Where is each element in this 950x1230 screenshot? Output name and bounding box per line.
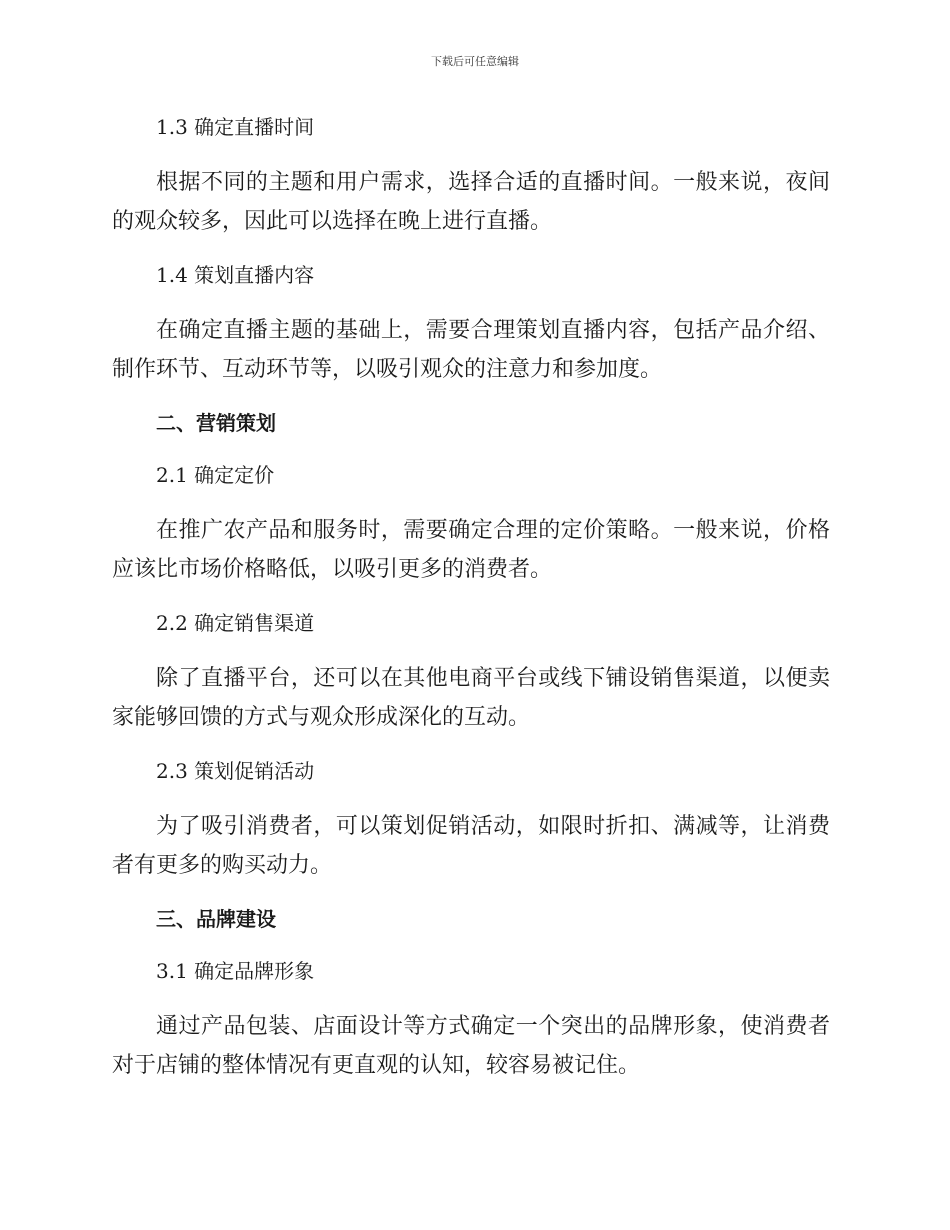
page-header-note: 下载后可任意编辑 [431, 55, 519, 68]
paragraph-2-3: 为了吸引消费者，可以策划促销活动，如限时折扣、满减等，让消费者有更多的购买动力。 [112, 814, 830, 878]
section-heading-1-3: 1.3 确定直播时间 [156, 115, 315, 139]
section-heading-3-1: 3.1 确定品牌形象 [156, 959, 315, 983]
chapter-heading-3: 三、品牌建设 [156, 907, 276, 931]
paragraph-2-1: 在推广农产品和服务时，需要确定合理的定价策略。一般来说，价格应该比市场价格略低，以吸引更多的消费者。 [112, 518, 830, 582]
paragraph-1-4: 在确定直播主题的基础上，需要合理策划直播内容，包括产品介绍、制作环节、互动环节等，以吸引观众的注意力和参加度。 [112, 318, 830, 382]
paragraph-2-2: 除了直播平台，还可以在其他电商平台或线下铺设销售渠道，以便卖家能够回馈的方式与观众形成深化的互动。 [112, 666, 830, 730]
paragraph-1-3: 根据不同的主题和用户需求，选择合适的直播时间。一般来说，夜间的观众较多，因此可以选择在晚上进行直播。 [112, 170, 830, 234]
chapter-heading-2: 二、营销策划 [156, 411, 276, 435]
paragraph-3-1: 通过产品包装、店面设计等方式确定一个突出的品牌形象，使消费者对于店铺的整体情况有更直观的认知，较容易被记住。 [112, 1014, 830, 1078]
section-heading-2-3: 2.3 策划促销活动 [156, 759, 315, 783]
section-heading-1-4: 1.4 策划直播内容 [156, 263, 315, 287]
section-heading-2-2: 2.2 确定销售渠道 [156, 611, 315, 635]
section-heading-2-1: 2.1 确定定价 [156, 463, 275, 487]
document-body [112, 110, 830, 1085]
